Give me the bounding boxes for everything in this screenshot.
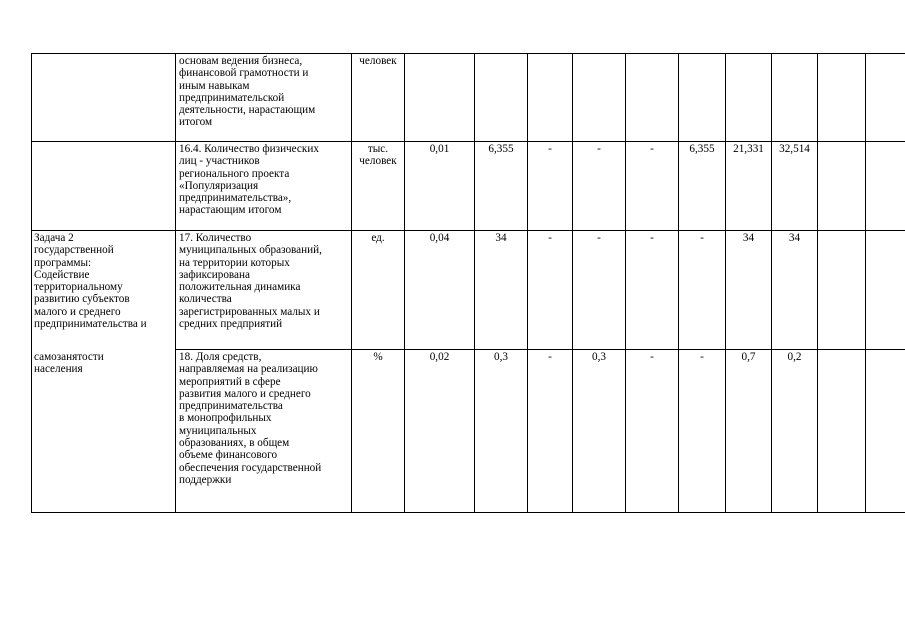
- value-cell-v8: [818, 350, 866, 513]
- value-cell-v6: [726, 142, 772, 231]
- value-text: 0,3: [592, 351, 606, 363]
- indicator-cell-line: на территории которых: [179, 256, 290, 269]
- value-text: 6,355: [689, 143, 715, 155]
- value-cell-v6: [726, 231, 772, 350]
- indicator-cell-line: в монопрофильных: [179, 412, 272, 425]
- value-text: -: [650, 143, 654, 155]
- value-cell-v3: [573, 350, 626, 513]
- value-cell-v3: [573, 142, 626, 231]
- table-row: [32, 231, 905, 350]
- value-cell-v5: [679, 142, 726, 231]
- value-cell-v6: [726, 350, 772, 513]
- indicator-cell-line: 17. Количество: [179, 232, 252, 244]
- value-cell-v1: [475, 142, 528, 231]
- value-cell-v7: [772, 142, 818, 231]
- value-text: -: [650, 351, 654, 363]
- indicator-cell-line: 18. Доля средств,: [179, 351, 262, 363]
- value-text: 0,04: [429, 232, 450, 244]
- indicator-cell-line: зафиксирована: [179, 268, 250, 281]
- indicator-cell-line: иным навыкам: [179, 79, 250, 92]
- value-text: -: [650, 232, 654, 244]
- value-cell-v8: [818, 142, 866, 231]
- task-cell: [32, 142, 176, 231]
- value-cell-v4: [626, 54, 679, 142]
- unit-cell-line: человек: [359, 155, 397, 168]
- value-cell-v5: [679, 54, 726, 142]
- indicator-cell: [176, 231, 352, 350]
- task-cell-line: программы:: [34, 256, 92, 269]
- unit-cell-line: %: [373, 351, 383, 363]
- value-cell-v1: [475, 231, 528, 350]
- value-cell-weight: [405, 54, 475, 142]
- indicator-cell-line: развития малого и среднего: [179, 387, 311, 400]
- task-cell-line: Содействие: [34, 268, 90, 281]
- value-text: -: [597, 143, 601, 155]
- task-cell: [32, 350, 176, 513]
- value-cell-v7: [772, 231, 818, 350]
- task-cell-line: предпринимательства и: [34, 318, 147, 331]
- value-text: 34: [788, 232, 801, 244]
- value-text: -: [597, 232, 601, 244]
- indicator-cell-line: предпринимательской: [179, 91, 285, 104]
- value-text: 0,2: [787, 351, 802, 363]
- indicator-cell-line: нарастающим итогом: [179, 204, 282, 217]
- unit-cell-line: тыс.: [367, 143, 389, 155]
- indicator-cell-line: количества: [179, 293, 232, 306]
- empty-cell: [866, 350, 905, 513]
- task-cell: [32, 231, 176, 350]
- empty-cell: [866, 54, 905, 142]
- value-cell-v5: [679, 231, 726, 350]
- indicator-cell-line: регионального проекта: [179, 167, 290, 180]
- indicator-cell-line: поддержки: [179, 473, 232, 486]
- indicator-cell-line: предпринимательства: [179, 400, 283, 413]
- task-cell-line: самозанятости: [34, 350, 104, 363]
- indicator-cell-line: муниципальных образований,: [179, 244, 322, 257]
- indicator-cell-line: зарегистрированных малых и: [179, 305, 320, 318]
- value-cell-v7: [772, 350, 818, 513]
- unit-cell-line: ед.: [371, 232, 385, 244]
- task-cell-line: малого и среднего: [34, 305, 121, 318]
- value-text: 21,331: [733, 143, 764, 155]
- indicator-table-page: [31, 53, 883, 513]
- value-cell-v2: [528, 54, 573, 142]
- empty-cell: [866, 142, 905, 231]
- value-text: -: [700, 232, 704, 244]
- indicator-cell-line: предпринимательства»,: [179, 192, 292, 205]
- value-cell-v7: [772, 54, 818, 142]
- indicator-cell-line: направляемая на реализацию: [179, 363, 318, 376]
- indicator-cell-line: финансовой грамотности и: [179, 67, 309, 80]
- indicator-cell: [176, 350, 352, 513]
- value-cell-weight: [405, 350, 475, 513]
- value-text: 34: [495, 232, 507, 244]
- value-cell-v4: [626, 142, 679, 231]
- value-cell-v2: [528, 350, 573, 513]
- unit-cell: [352, 54, 405, 142]
- indicator-cell-line: муниципальных: [179, 424, 257, 437]
- value-cell-v2: [528, 231, 573, 350]
- unit-cell: [352, 142, 405, 231]
- table-row: [32, 350, 905, 513]
- value-cell-v3: [573, 231, 626, 350]
- value-cell-v8: [818, 231, 866, 350]
- value-cell-v2: [528, 142, 573, 231]
- value-text: -: [548, 351, 552, 363]
- indicator-cell-line: итогом: [179, 116, 213, 129]
- value-text: 32,514: [779, 143, 810, 155]
- value-cell-v3: [573, 54, 626, 142]
- value-cell-v1: [475, 54, 528, 142]
- indicator-cell-line: положительная динамика: [179, 281, 301, 294]
- value-text: 0,01: [429, 143, 450, 155]
- indicator-cell-line: лиц - участников: [179, 155, 260, 168]
- value-cell-v4: [626, 350, 679, 513]
- value-cell-v4: [626, 231, 679, 350]
- task-cell-line: развитию субъектов: [34, 293, 130, 306]
- value-text: 0,3: [494, 351, 508, 363]
- task-cell-line: Задача 2: [34, 232, 74, 244]
- task-cell-line: территориальному: [34, 281, 123, 294]
- value-text: 0,02: [429, 351, 450, 363]
- indicator-cell: [176, 142, 352, 231]
- indicator-cell-line: мероприятий в сфере: [179, 375, 281, 388]
- task-cell-line: государственной: [34, 244, 114, 257]
- value-cell-weight: [405, 142, 475, 231]
- indicator-cell-line: деятельности, нарастающим: [179, 104, 316, 117]
- indicator-cell-line: «Популяризация: [179, 179, 259, 192]
- value-cell-v1: [475, 350, 528, 513]
- task-cell: [32, 54, 176, 142]
- value-text: 0,7: [741, 351, 756, 363]
- empty-cell: [866, 231, 905, 350]
- task-cell-line: населения: [34, 362, 83, 375]
- indicator-cell: [176, 54, 352, 142]
- value-text: -: [548, 232, 552, 244]
- indicator-cell-line: 16.4. Количество физических: [179, 143, 319, 155]
- value-cell-v6: [726, 54, 772, 142]
- value-cell-v5: [679, 350, 726, 513]
- indicator-cell-line: средних предприятий: [179, 318, 283, 331]
- value-text: 34: [742, 232, 755, 244]
- value-text: -: [548, 143, 552, 155]
- table-row: [32, 54, 905, 142]
- unit-cell-line: человек: [359, 55, 397, 67]
- indicator-cell-line: образованиях, в общем: [179, 437, 290, 450]
- value-cell-v8: [818, 54, 866, 142]
- value-cell-weight: [405, 231, 475, 350]
- indicator-cell-line: объеме финансового: [179, 449, 278, 462]
- value-text: 6,355: [488, 143, 514, 155]
- value-text: -: [700, 351, 704, 363]
- unit-cell: [352, 350, 405, 513]
- indicator-table: [31, 53, 905, 513]
- table-row: [32, 142, 905, 231]
- indicator-cell-line: основам ведения бизнеса,: [179, 55, 303, 67]
- indicator-cell-line: обеспечения государственной: [179, 461, 322, 474]
- unit-cell: [352, 231, 405, 350]
